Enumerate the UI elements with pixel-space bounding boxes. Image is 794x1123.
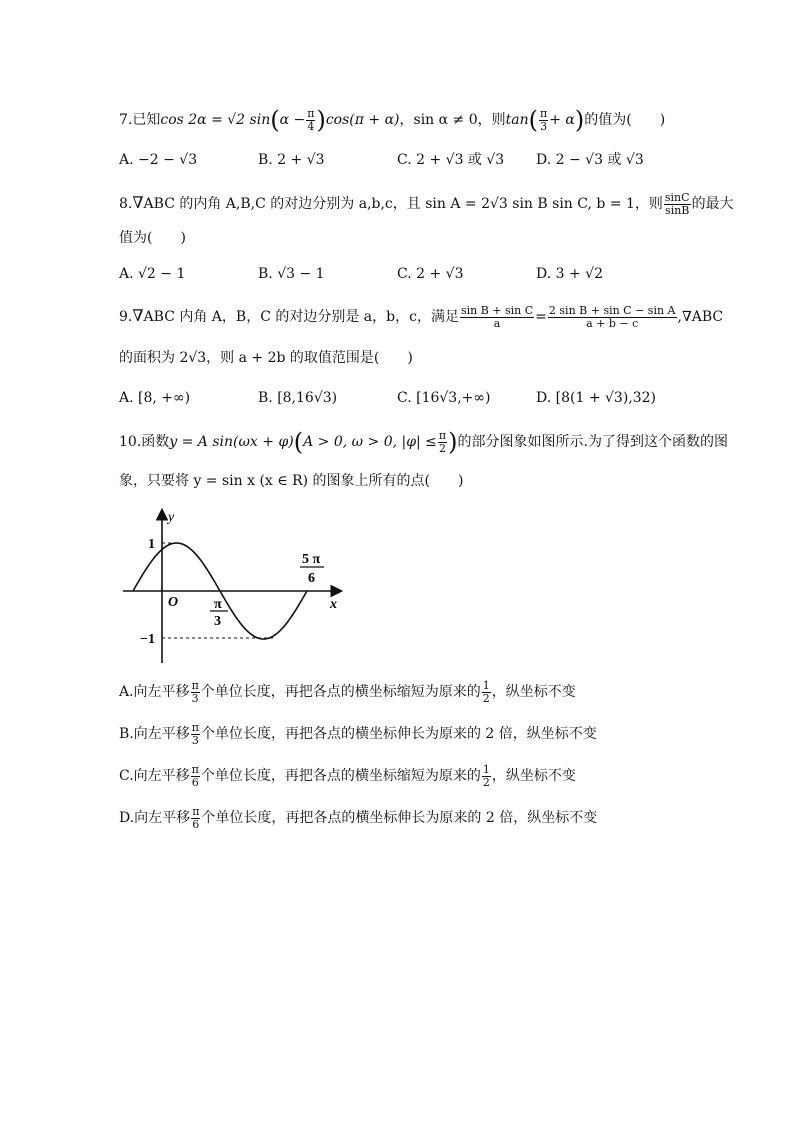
q8-stem — [119, 192, 734, 216]
q9-option-b: B. [8,16√3) — [258, 390, 338, 406]
y-axis-label: y — [168, 510, 175, 525]
q7-expr-b: α − — [279, 112, 306, 129]
q7-pi-over-3: $\frac{\pi}{3}$ — [540, 107, 548, 133]
q10-cond: A > 0, ω > 0, |φ| ≤ — [303, 434, 437, 451]
q9-fraction-left: $\frac{\text{sin B + sin C}}{a}$ — [460, 304, 534, 330]
triangle-symbol: ∇ — [132, 193, 144, 213]
q9-option-c: C. [16√3,+∞) — [397, 390, 491, 406]
q7-option-d: D. 2 − √3 或 √3 — [536, 152, 644, 168]
q8-fraction: $\frac{\sin C}{\sin B}$ — [664, 191, 690, 217]
q9-fraction-right: $\frac{\text{2 sin B + sin C − sin A}}{a + b - c}$ — [548, 304, 676, 330]
q7-prefix: 7.已知 — [119, 112, 161, 129]
q7-cond: ，sin α ≠ 0，则 — [399, 112, 506, 129]
tick-label-6: 6 — [308, 571, 315, 586]
q10-text1: 的部分图象如图所示.为了得到这个函数的图 — [457, 434, 728, 451]
q7-option-c: C. 2 + √3 或 √3 — [397, 152, 505, 168]
q8-text1: ABC 的内角 A,B,C 的对边分别为 a,b,c，且 sin A = 2√3 sin B sin C, b = 1，则 — [143, 196, 663, 213]
q8-option-b: B. √3 − 1 — [258, 266, 325, 282]
sine-graph — [118, 505, 358, 670]
q7-suffix: 的值为( ) — [584, 112, 666, 129]
q7-expr-a: cos 2α = √2 sin — [160, 112, 271, 129]
q7-plus-alpha: + α — [549, 112, 575, 129]
q10-option-a: A.向左平移 $\frac{\pi}{3}$ 个单位长度，再把各点的横坐标缩短为原来的 $\frac{1}{2}$ ，纵坐标不变 — [119, 679, 576, 705]
origin-label: O — [168, 595, 179, 610]
q9-prefix: 9. — [119, 309, 133, 326]
q9-option-d: D. [8(1 + √3),32) — [536, 390, 657, 406]
q9-text1: ABC 内角 A，B，C 的对边分别是 a，b，c，满足 — [143, 309, 459, 326]
tick-label-1: 1 — [148, 537, 155, 552]
q10-option-b: B.向左平移 $\frac{\pi}{3}$ 个单位长度，再把各点的横坐标伸长为原来的 2 倍，纵坐标不变 — [119, 721, 597, 747]
q9-equals: = — [535, 309, 547, 326]
q10-stem: 10.函数y = A sin(ωx + φ)(A > 0, ω > 0, |φ| ≤ $\frac{\pi}{2}$ )的部分图象如图所示.为了得到这个函数的图 — [119, 428, 728, 457]
q8-prefix: 8. — [119, 196, 133, 213]
q7-tan: tan — [505, 112, 529, 129]
q7-stem: 7.已知cos 2α = √2 sin(α − $\frac{\pi}{4}$ )cos(π + α)，sin α ≠ 0，则tan( $\frac{\pi}{3}$ + α)的值为( ) — [119, 106, 666, 135]
q7-expr-c: cos(π + α) — [325, 112, 400, 129]
q7-option-a: A. −2 − √3 — [119, 152, 198, 168]
tick-label-3: 3 — [214, 614, 221, 629]
q10-option-d: D.向左平移 $\frac{\pi}{6}$ 个单位长度，再把各点的横坐标伸长为原来的 2 倍，纵坐标不变 — [119, 805, 598, 831]
q10-option-c: C.向左平移 $\frac{\pi}{6}$ 个单位长度，再把各点的横坐标缩短为原来的 $\frac{1}{2}$ ，纵坐标不变 — [119, 763, 576, 789]
q8-option-d: D. 3 + √2 — [536, 266, 603, 282]
tick-label-pi: π — [214, 597, 222, 612]
q7-pi-over-4: $\frac{\pi}{4}$ — [307, 107, 315, 133]
triangle-symbol: ∇ — [132, 306, 144, 326]
tick-label-5pi: 5 π — [302, 552, 321, 567]
q10-line2: 象，只要将 y = sin x (x ∈ R) 的图象上所有的点( ) — [119, 473, 464, 489]
q10-prefix: 10.函数 — [119, 434, 170, 451]
q10-pi-over-2: $\frac{\pi}{2}$ — [438, 429, 447, 455]
q7-option-b: B. 2 + √3 — [258, 152, 325, 168]
q9-stem — [119, 305, 723, 329]
q8-line2: 值为( ) — [119, 230, 186, 246]
x-axis-label: x — [330, 597, 337, 612]
q9-line2: 的面积为 2√3，则 a + 2b 的取值范围是( ) — [119, 350, 413, 366]
tick-label-neg1: −1 — [140, 632, 155, 647]
q8-text2: 的最大 — [691, 196, 734, 213]
q10-func: y = A sin(ωx + φ) — [169, 434, 294, 451]
q8-option-a: A. √2 − 1 — [119, 266, 186, 282]
q9-option-a: A. [8, +∞) — [119, 390, 191, 406]
q8-option-c: C. 2 + √3 — [397, 266, 464, 282]
q9-text2: ,∇ABC — [677, 309, 724, 326]
